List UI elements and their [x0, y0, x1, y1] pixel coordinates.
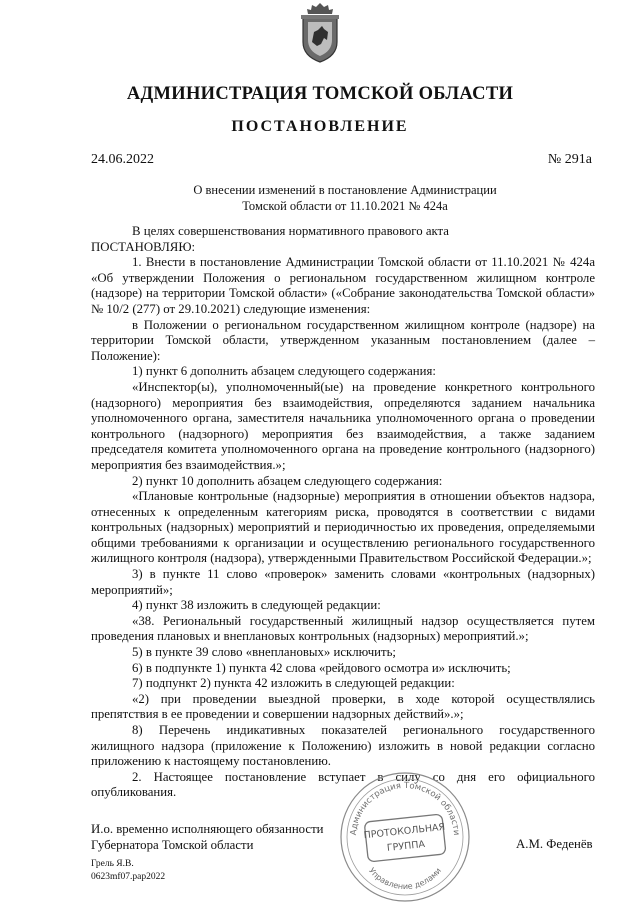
svg-text:ПРОТОКОЛЬНАЯ: ПРОТОКОЛЬНАЯ: [363, 821, 446, 842]
body-paragraph: 3) в пункте 11 слово «проверок» заменить словами «контрольных (надзорных) мероприятий»;: [91, 567, 595, 597]
body-paragraph: 2. Настоящее постановление вступает в силу со дня его официального опубликования.: [91, 769, 595, 800]
body-paragraph: 2) пункт 10 дополнить абзацем следующего содержания:: [132, 473, 443, 488]
body-paragraph: «2) при проведении выездной проверки, в ходе которой осуществлялись препятствия в ее проведении и совершении надзорных действий».»;: [91, 691, 595, 722]
svg-text:ГРУППА: ГРУППА: [386, 838, 426, 854]
document-footer: [91, 858, 165, 884]
signatory-position: [91, 821, 324, 853]
executor-name: Грель Я.В.: [91, 859, 134, 869]
signatory-position-line: И.о. временно исполняющего обязанности: [91, 822, 324, 836]
body-paragraph: В целях совершенствования нормативного правового акта: [132, 224, 449, 238]
document-body: [91, 224, 595, 801]
body-paragraph: 8) Перечень индикативных показателей регионального государственного жилищного надзора (приложение к Положению) изложить в новой редакции согласно приложению к настоящему постановлению.: [91, 723, 595, 769]
file-name: 0623mf07.pap2022: [91, 872, 166, 882]
document-type-title: ПОСТАНОВЛЕНИЕ: [231, 118, 409, 135]
document-subject: [150, 182, 540, 214]
body-paragraph: 5) в пункте 39 слово «внеплановых» исключить;: [132, 645, 396, 660]
signatory-name: А.М. Феденёв: [516, 837, 593, 851]
body-paragraph: «Плановые контрольные (надзорные) мероприятия в отношении объектов надзора, отнесенных к определенным категориям риска, проводятся в соответствии с видами контрольных (надзорных) мероприятий и периодичностью их проведения, определяемыми общими требованиями к организации и осуществлению регионального государственного жилищного контроля (надзора), утвержденными Правительством Российской Федерации.»;: [91, 489, 595, 566]
body-paragraph: 7) подпункт 2) пункта 42 изложить в следующей редакции:: [132, 676, 455, 691]
body-paragraph: 6) в подпункте 1) пункта 42 слова «рейдового осмотра и» исключить;: [132, 660, 511, 675]
svg-text:Администрация Томской области: Администрация Томской области: [348, 780, 462, 836]
body-paragraph: 1) пункт 6 дополнить абзацем следующего содержания:: [132, 364, 436, 379]
document-number: № 291а: [547, 152, 592, 167]
stamp-seal-icon: [338, 770, 472, 904]
body-paragraph: 4) пункт 38 изложить в следующей редакции:: [132, 598, 381, 613]
resolution-word: ПОСТАНОВЛЯЮ:: [91, 239, 196, 254]
svg-text:Управление делами: Управление делами: [367, 866, 443, 892]
document-date: 24.06.2022: [91, 152, 154, 167]
signatory-position-line: Губернатора Томской области: [91, 838, 254, 852]
subject-line: О внесении изменений в постановление Администрации: [193, 183, 497, 197]
body-paragraph: «Инспектор(ы), уполномоченный(ые) на проведение конкретного контрольного (надзорного) мероприятия без взаимодействия, определяются заданием начальника уполномоченного органа, заместителя начальника уполномоченного органа о проведении контрольного (надзорного) мероприятия без взаимодействия, а также заданием председателя комитета уполномоченного органа на проведение контрольного (надзорного) мероприятия без взаимодействия.»;: [91, 379, 595, 472]
coat-of-arms-icon: [299, 2, 341, 64]
body-paragraph: «38. Региональный государственный жилищный надзор осуществляется путем проведения плановых и внеплановых контрольных (надзорных) мероприятий.»;: [91, 613, 595, 644]
subject-line: Томской области от 11.10.2021 № 424а: [242, 199, 448, 213]
body-paragraph: в Положении о региональном государственном жилищном контроле (надзоре) на территории Томской области, утвержденном указанным постановлением (далее – Положение):: [91, 317, 595, 363]
body-paragraph: 1. Внести в постановление Администрации Томской области от 11.10.2021 № 424а «Об утверждении Положения о региональном государственном жилищном контроле (надзоре) на территории Томской области» («Собрание законодательства Томской области» № 10/2 (277) от 29.10.2021) следующие изменения:: [91, 255, 595, 316]
organization-title: АДМИНИСТРАЦИЯ ТОМСКОЙ ОБЛАСТИ: [126, 84, 514, 104]
